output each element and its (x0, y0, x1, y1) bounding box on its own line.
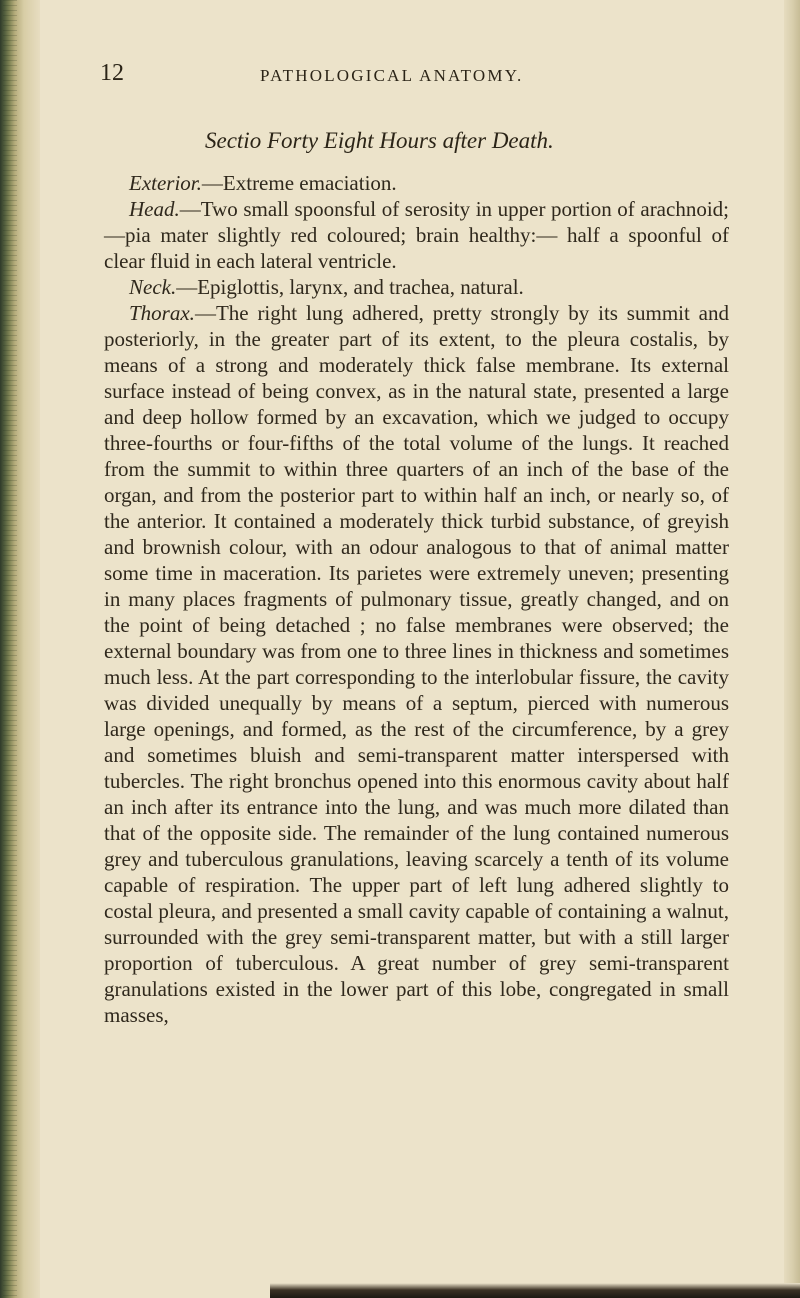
paragraph-text: —Epiglottis, larynx, and trachea, natural. (176, 275, 524, 299)
binding-texture (3, 0, 17, 1298)
page-bottom-shadow (270, 1283, 800, 1298)
paragraph-label: Exterior. (129, 171, 202, 195)
paragraph-neck (104, 274, 729, 300)
paragraph-exterior (104, 170, 729, 196)
paragraph-label: Head. (129, 197, 180, 221)
section-title: Sectio Forty Eight Hours after Death. (205, 128, 554, 153)
paragraph-text: —The right lung adhered, pretty strongly by its summit and posteriorly, in the greater part of its extent, to the pleura costalis, by means of a strong and moderately thick false membrane. Its external surface instead of being convex, as in the natural state, presented a large and deep hollow formed by an excavation, which we judged to occupy three-fourths or four-fifths of the total volume of the lungs. It reached from the summit to within three quarters of an inch of the base of the organ, and from the posterior part to within half an inch, or nearly so, of the anterior. It contained a moderately thick turbid substance, of greyish and brownish colour, with an odour analogous to that of animal matter some time in maceration. Its parietes were extremely uneven; presenting in many places fragments of pulmonary tissue, greatly changed, and on the point of being detached ; no false membranes were observed; the external boundary was from one to three lines in thickness and sometimes much less. At the part corresponding to the interlobular fissure, the cavity was divided unequally by means of a septum, pierced with numerous large openings, and formed, as the rest of the circumference, by a grey and sometimes bluish and semi-transparent matter interspersed with tubercles. The right bronchus opened into this enormous cavity about half an inch after its entrance into the lung, and was much more dilated than that of the opposite side. The remainder of the lung contained numerous grey and tuberculous granulations, leaving scarcely a tenth of its volume capable of respiration. The upper part of left lung adhered slightly to costal pleura, and presented a small cavity capable of containing a walnut, surrounded with the grey semi-transparent matter, but with a still larger proportion of tuberculous. A great number of grey semi-transparent granulations existed in the lower part of this lobe, congregated in small masses, (104, 301, 729, 1027)
paragraph-label: Thorax. (129, 301, 195, 325)
paragraph-text: —Extreme emaciation. (201, 171, 397, 195)
paragraph-thorax (104, 300, 729, 1028)
paragraph-head (104, 196, 729, 274)
paragraph-label: Neck. (129, 275, 177, 299)
running-head: PATHOLOGICAL ANATOMY. (260, 66, 524, 85)
page-right-edge (784, 0, 800, 1298)
paragraph-text: —Two small spoonsful of serosity in upper portion of arachnoid;—pia mater slightly red coloured; brain healthy:— half a spoonful of clear fluid in each lateral ventricle. (104, 197, 729, 273)
page-number: 12 (100, 60, 124, 86)
body-text (104, 170, 729, 1028)
